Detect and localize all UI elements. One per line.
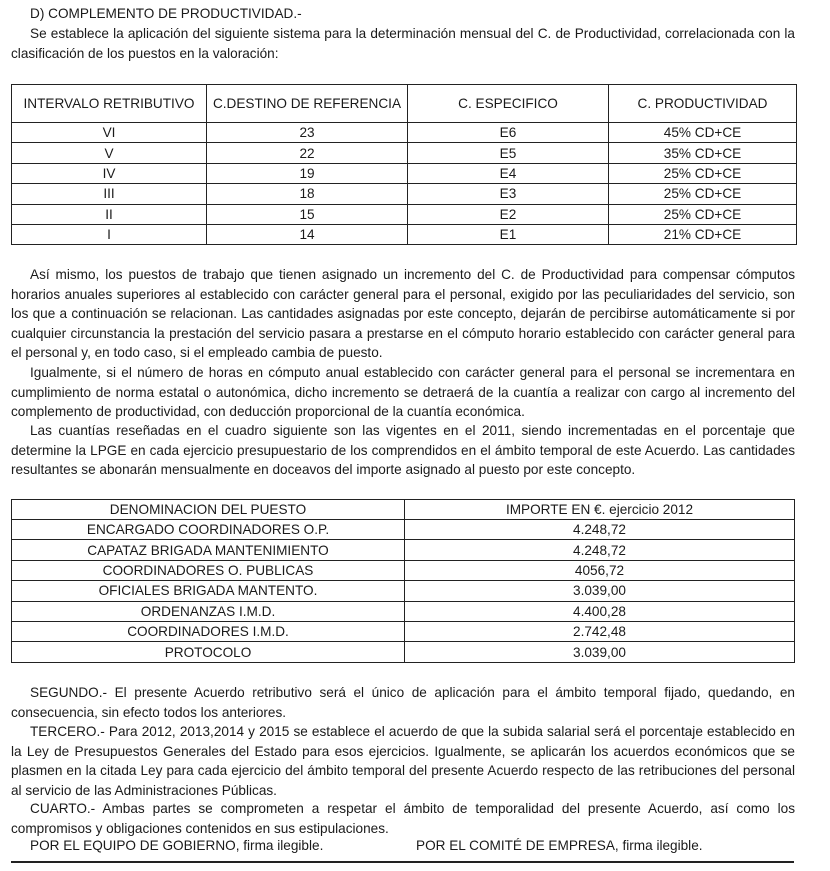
table-cell: 4056,72 — [405, 560, 795, 580]
table-cell: V — [12, 143, 207, 163]
table-header-row — [12, 85, 797, 123]
table-cell: 35% CD+CE — [609, 143, 797, 163]
table-cell: 25% CD+CE — [609, 204, 797, 224]
table-row — [12, 143, 797, 163]
table-cell: OFICIALES BRIGADA MANTENTO. — [12, 581, 405, 601]
col-header-destino: C.DESTINO DE REFERENCIA — [207, 85, 408, 123]
table-cell: COORDINADORES O. PUBLICAS — [12, 560, 405, 580]
clause-segundo: SEGUNDO.- El presente Acuerdo retributivo será el único de aplicación para el ámbito temporal fijado, quedando, en consecuencia, sin efecto todos los anteriores. — [11, 685, 795, 720]
table-row — [12, 621, 795, 641]
table-cell: 2.742,48 — [405, 621, 795, 641]
table-row — [12, 560, 795, 580]
table-cell: E5 — [408, 143, 609, 163]
table-cell: E4 — [408, 163, 609, 183]
table-cell: I — [12, 224, 207, 244]
table-cell: VI — [12, 123, 207, 143]
table-cell: CAPATAZ BRIGADA MANTENIMIENTO — [12, 540, 405, 560]
table-cell: COORDINADORES I.M.D. — [12, 621, 405, 641]
table-cell: 4.248,72 — [405, 520, 795, 540]
productivity-table — [11, 84, 797, 245]
table-header-row — [12, 500, 795, 520]
intro-paragraph: Se establece la aplicación del siguiente sistema para la determinación mensual del C. de Productividad, correlacionada con la clasificación de los puestos en la valoración: — [11, 26, 795, 61]
clause-tercero: TERCERO.- Para 2012, 2013,2014 y 2015 se establece el acuerdo de que la subida salarial será el porcentaje establecido en la Ley de Presupuestos Generales del Estado para esos ejercicios. Igualmente, se aplicarán los acuerdos económicos que se plasmen en la citada Ley para cada ejercicio del ámbito temporal del presente Acuerdo respecto de las retribuciones del personal al servicio de las Administraciones Públicas. — [11, 724, 795, 798]
table-cell: E2 — [408, 204, 609, 224]
table-cell: 25% CD+CE — [609, 184, 797, 204]
col-header-productividad: C. PRODUCTIVIDAD — [609, 85, 797, 123]
table-cell: 4.248,72 — [405, 540, 795, 560]
table-cell: 4.400,28 — [405, 601, 795, 621]
paragraph-cuantias: Las cuantías reseñadas en el cuadro siguiente son las vigentes en el 2011, siendo incrementadas en el porcentaje que determine la LPGE en cada ejercicio presupuestario de los comprendidos en el ámbito temporal de este Acuerdo. Las cantidades resultantes se abonarán mensualmente en doceavos del importe asignado al puesto por este concepto. — [11, 423, 795, 477]
col-header-denominacion: DENOMINACION DEL PUESTO — [12, 500, 405, 520]
signature-gobierno: POR EL EQUIPO DE GOBIERNO, firma ilegible. — [30, 838, 324, 853]
table-row — [12, 581, 795, 601]
section-heading: D) COMPLEMENTO DE PRODUCTIVIDAD.- — [30, 6, 302, 21]
table-cell: 3.039,00 — [405, 642, 795, 662]
table-cell: 23 — [207, 123, 408, 143]
table-row — [12, 601, 795, 621]
paragraph-igualmente: Igualmente, si el número de horas en cómputo anual establecido con carácter general para el personal se incrementara en cumplimiento de norma estatal o autonómica, dicho incremento se detraerá de la cuantía a realizar con cargo al incremento del complemento de productividad, con deducción proporcional de la cuantía económica. — [11, 365, 795, 419]
signature-comite: POR EL COMITÉ DE EMPRESA, firma ilegible. — [416, 838, 703, 853]
table-cell: III — [12, 184, 207, 204]
table-row — [12, 163, 797, 183]
table-row — [12, 540, 795, 560]
table-cell: E6 — [408, 123, 609, 143]
paragraph-asi-mismo: Así mismo, los puestos de trabajo que tienen asignado un incremento del C. de Productividad para compensar cómputos horarios anuales superiores al establecido con carácter general para el personal, exigido por las peculiaridades del servicio, son los que a continuación se relacionan. Las cantidades asignadas por este concepto, dejarán de percibirse automáticamente si por cualquier circunstancia la prestación del servicio pasara a prestarse en el cómputo horario establecido con carácter general para el personal y, en todo caso, si el empleado cambia de puesto. — [11, 267, 795, 360]
table-cell: 22 — [207, 143, 408, 163]
table-cell: 18 — [207, 184, 408, 204]
table-cell: ORDENANZAS I.M.D. — [12, 601, 405, 621]
table-row — [12, 123, 797, 143]
table-row — [12, 184, 797, 204]
clause-cuarto: CUARTO.- Ambas partes se comprometen a respetar el ámbito de temporalidad del presente Acuerdo, así como los compromisos y obligaciones contenidos en sus estipulaciones. — [11, 801, 795, 836]
table-cell: E1 — [408, 224, 609, 244]
table-cell: E3 — [408, 184, 609, 204]
table-cell: 3.039,00 — [405, 581, 795, 601]
table-cell: 19 — [207, 163, 408, 183]
col-header-importe: IMPORTE EN €. ejercicio 2012 — [405, 500, 795, 520]
table-cell: 21% CD+CE — [609, 224, 797, 244]
table-cell: II — [12, 204, 207, 224]
col-header-intervalo: INTERVALO RETRIBUTIVO — [12, 85, 207, 123]
col-header-especifico: C. ESPECIFICO — [408, 85, 609, 123]
table-row — [12, 224, 797, 244]
table-row — [12, 520, 795, 540]
table-cell: IV — [12, 163, 207, 183]
puestos-importe-table — [11, 499, 795, 663]
table-cell: 14 — [207, 224, 408, 244]
table-cell: 25% CD+CE — [609, 163, 797, 183]
table-cell: 45% CD+CE — [609, 123, 797, 143]
table-cell: ENCARGADO COORDINADORES O.P. — [12, 520, 405, 540]
table-row — [12, 642, 795, 662]
table-cell: 15 — [207, 204, 408, 224]
table-row — [12, 204, 797, 224]
table-cell: PROTOCOLO — [12, 642, 405, 662]
bottom-rule — [11, 861, 794, 863]
